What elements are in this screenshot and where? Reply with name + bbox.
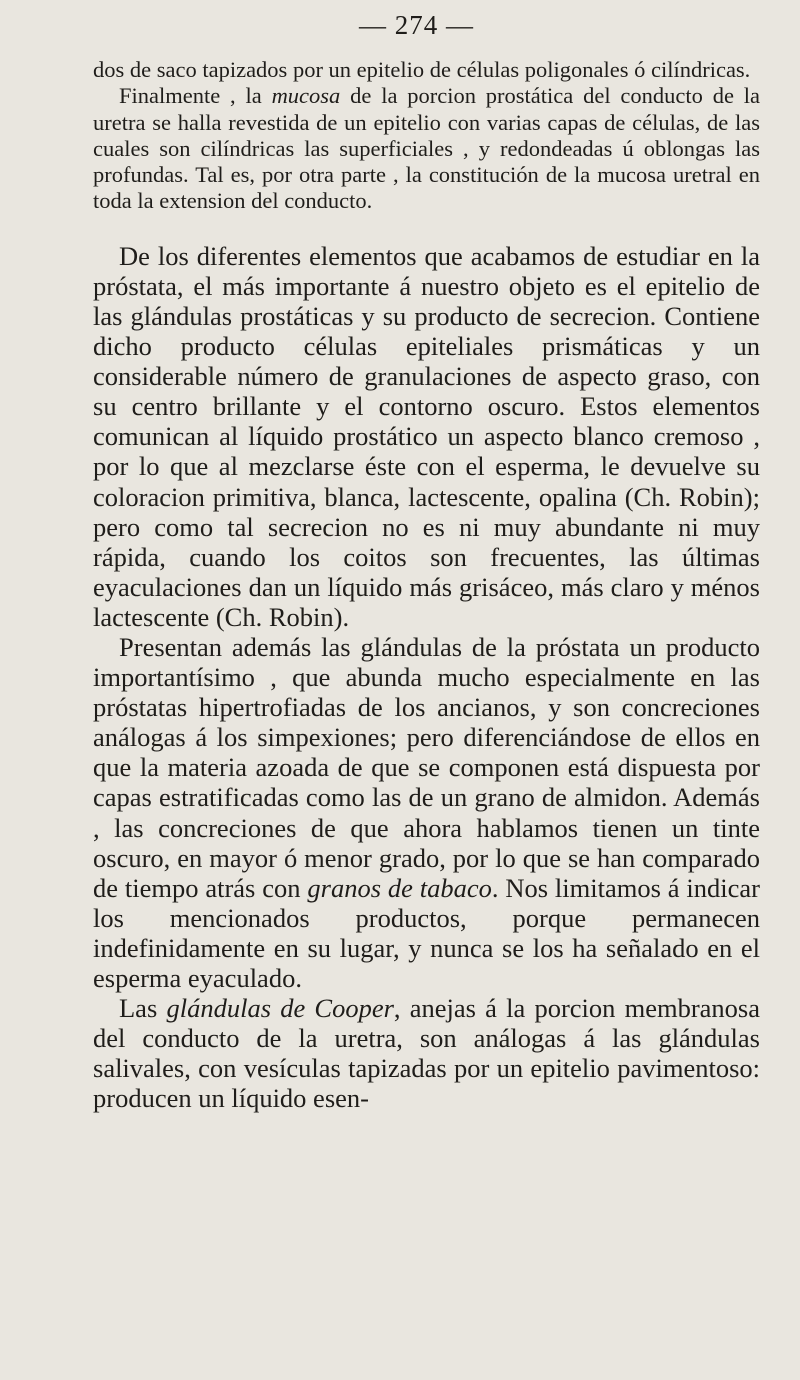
body-p3-italic: glándulas de Cooper	[166, 993, 394, 1024]
body-paragraph-1	[93, 241, 760, 632]
body-p2-end: . Nos limitamos á indicar los mencionados productos, porque permanecen indefinidamente en su lugar, y nunca se los ha señalado en el esperma eyaculado.	[93, 872, 760, 994]
intro-paragraph-1	[93, 57, 760, 83]
intro-p2-start: Finalmente , la	[119, 83, 272, 109]
intro-p1-text: dos de saco tapizados por un epitelio de células poligonales ó cilíndricas.	[93, 57, 751, 82]
intro-p2-end: de la porcion prostática del conducto de la uretra se halla revestida de un epitelio con varias capas de células, de las cuales son cilíndricas las superficiales , y redondeadas ú oblongas las profundas. Tal es, por otra parte , la constitución de la mucosa uretral en toda la extension del conducto.	[93, 83, 760, 214]
page-number: — 274 —	[359, 10, 474, 40]
main-text-block	[93, 241, 760, 1114]
body-p3-start: Las	[119, 993, 167, 1024]
intro-paragraph-2	[93, 83, 760, 214]
body-p1-text: De los diferentes elementos que acabamos de estudiar en la próstata, el más importante á nuestro objeto es el epitelio de las glándulas prostáticas y su producto de secrecion. Contiene dicho producto células epiteliales prismáticas y un considerable número de granulaciones de aspecto graso, con su centro brillante y el contorno oscuro. Estos elementos comunican al líquido prostático un aspecto blanco cremoso , por lo que al mezclarse éste con el esperma, le devuelve su coloracion primitiva, blanca, lactescente, opalina (Ch. Robin); pero como tal secrecion no es ni muy abundante ni muy rápida, cuando los coitos son frecuentes, las últimas eyaculaciones dan un líquido más grisáceo, más claro y ménos lactescente (Ch. Robin).	[93, 240, 760, 632]
body-p2-start: Presentan además las glándulas de la próstata un producto importantísimo , que abunda mucho especialmente en las próstatas hipertrofiadas de los ancianos, y son concreciones análogas á los simpexiones; pero diferenciándose de ellos en que la materia azoada de que se componen está dispuesta por capas estratificadas como las de un grano de almidon. Además , las concreciones de que ahora hablamos tienen un tinte oscuro, en mayor ó menor grado, por lo que se han comparado de tiempo atrás con	[93, 632, 760, 903]
body-p2-italic: granos de tabaco	[307, 872, 492, 903]
body-paragraph-2	[93, 632, 760, 993]
body-paragraph-3	[93, 993, 760, 1113]
body-p3-end: , anejas á la porcion membranosa del conducto de la uretra, son análogas á las glándulas salivales, con vesículas tapizadas por un epitelio pavimentoso: producen un líquido esen-	[93, 993, 760, 1114]
intro-p2-italic: mucosa	[271, 83, 341, 109]
intro-block	[93, 57, 760, 215]
